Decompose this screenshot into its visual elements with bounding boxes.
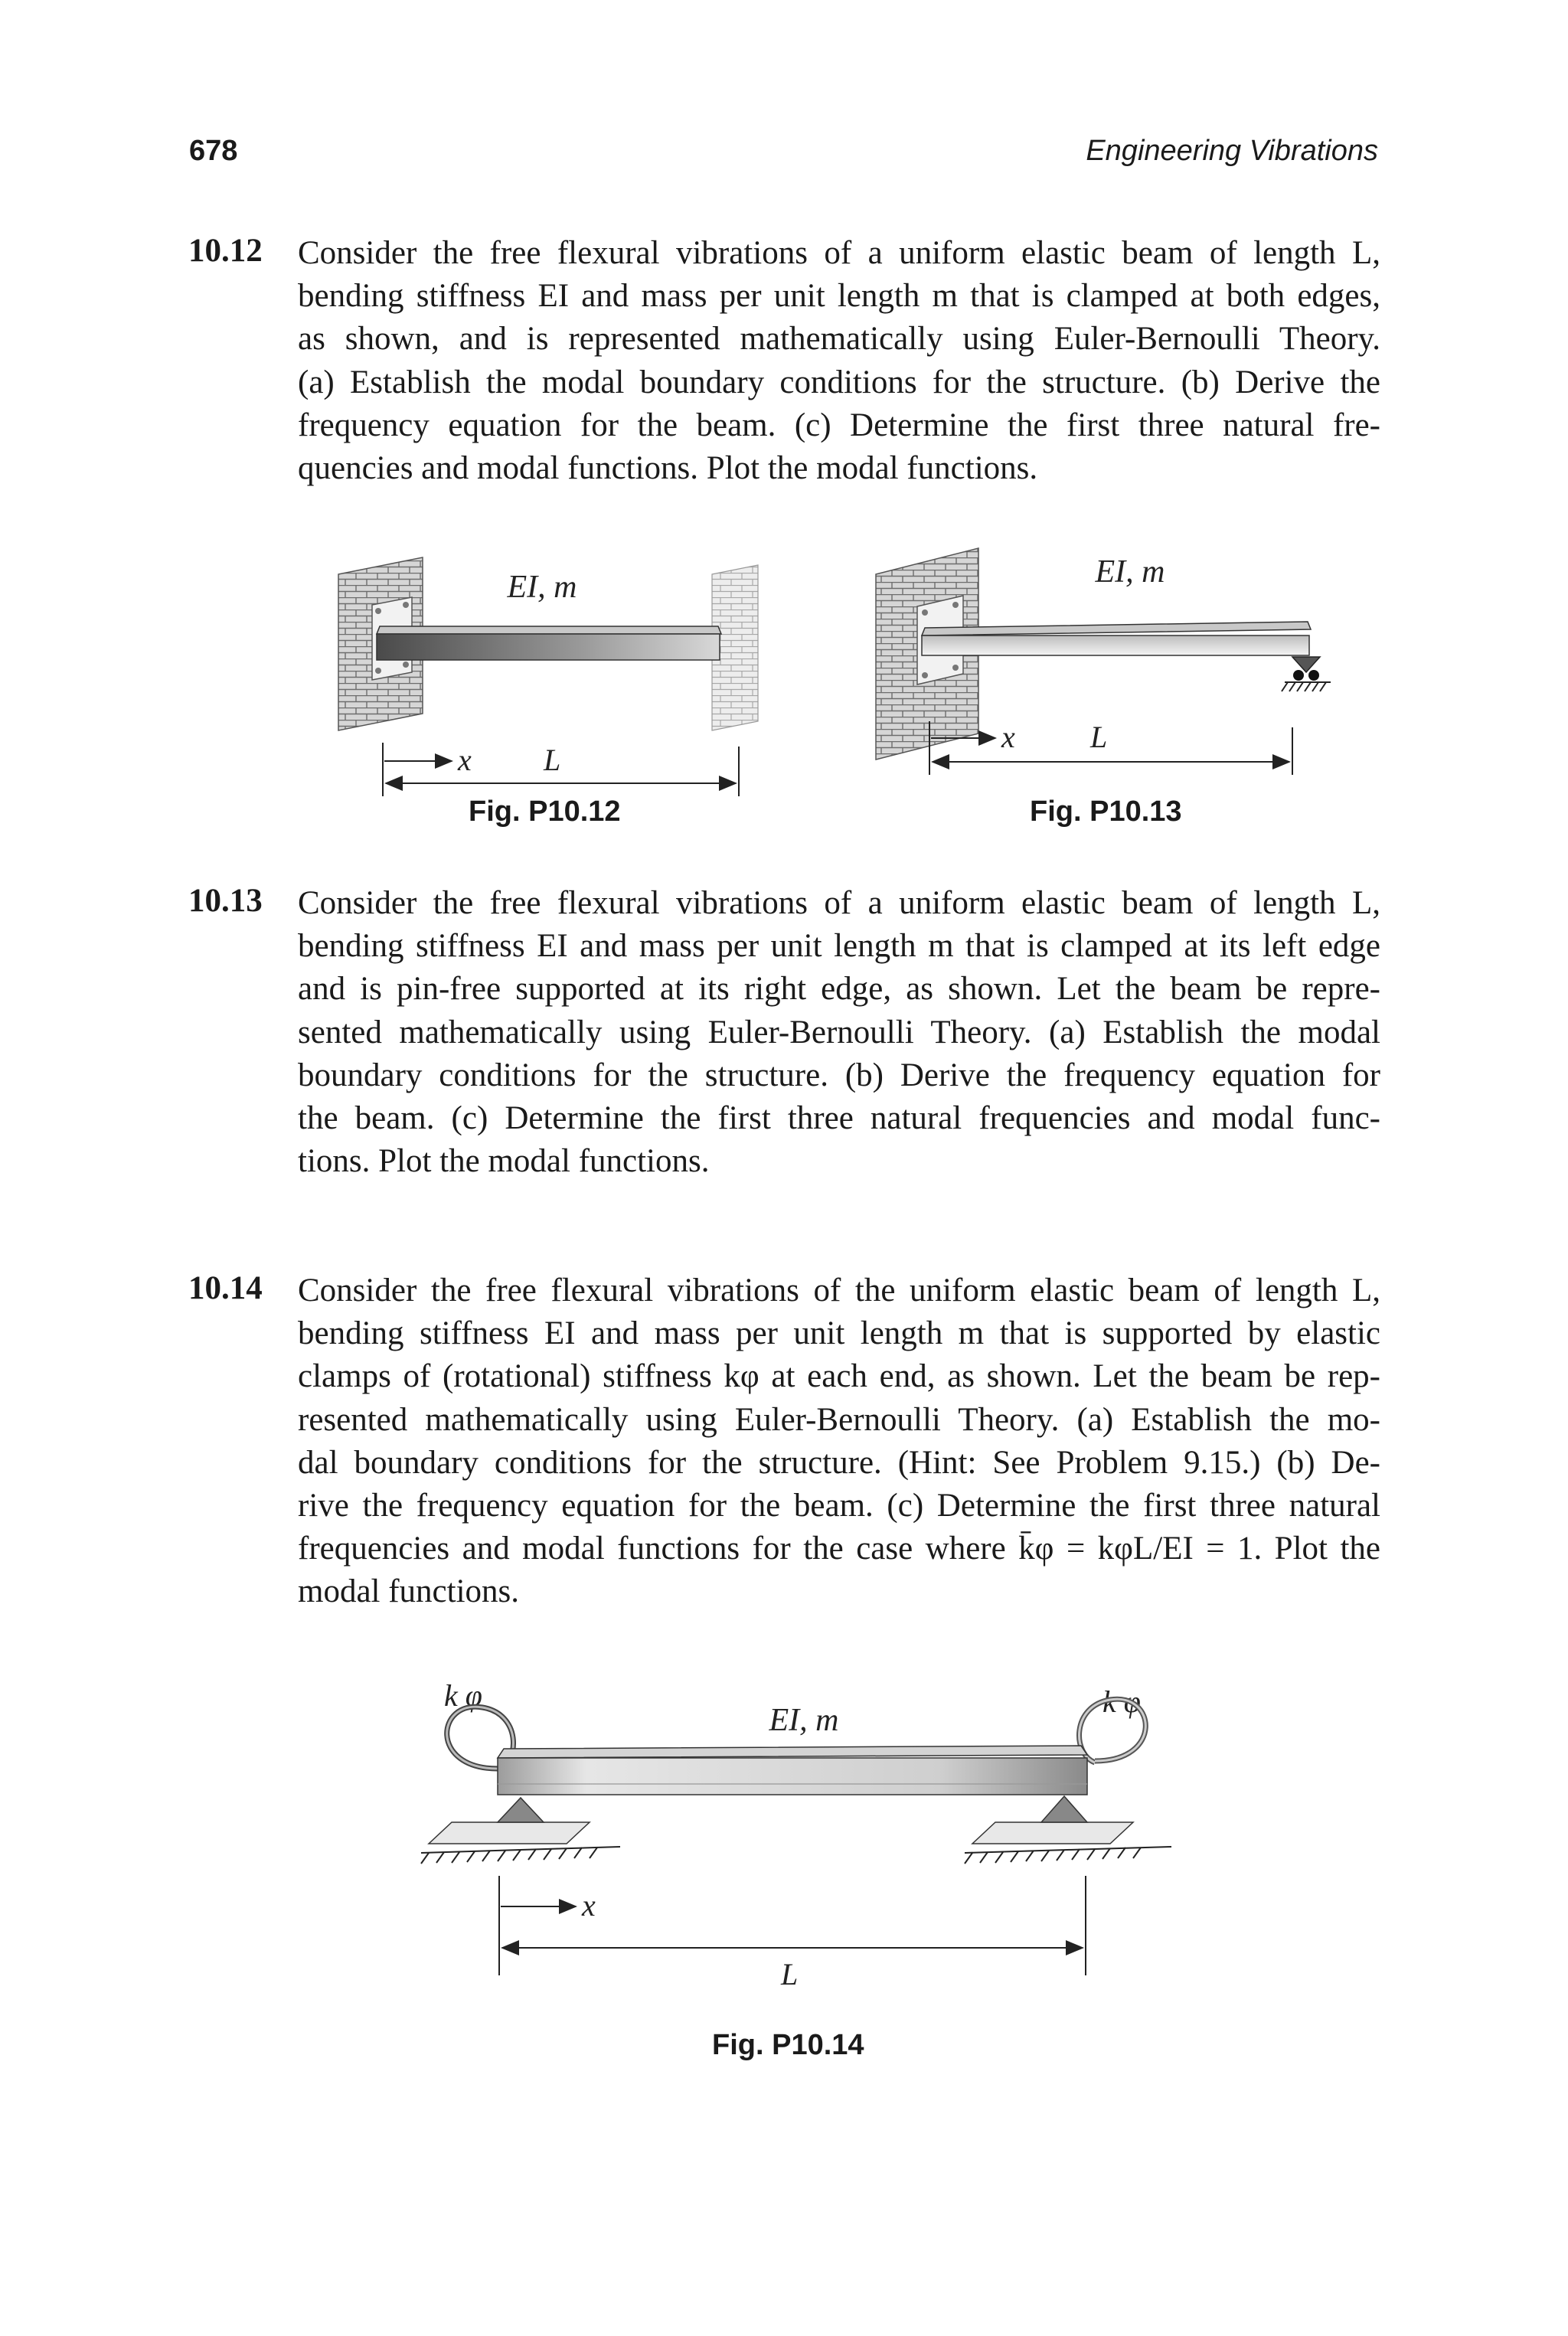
problem-text-10-12	[298, 232, 1380, 490]
beam-label: EI, m	[769, 1703, 839, 1738]
figure-caption-p10-13: Fig. P10.13	[1030, 796, 1182, 828]
right-support	[965, 1796, 1171, 1864]
beam-label: EI, m	[1095, 554, 1165, 590]
text-line: bending stiffness EI and mass per unit length m that is supported by elastic	[298, 1315, 1380, 1352]
text-line: quencies and modal functions. Plot the modal functions.	[298, 449, 1038, 486]
problem-text-10-13	[298, 882, 1380, 1183]
text-line: and is pin-free supported at its right edge, as shown. Let the beam be repre-	[298, 971, 1380, 1008]
beam	[377, 626, 721, 634]
text-line: rive the frequency equation for the beam. (c) Determine the first three natural	[298, 1487, 1380, 1524]
beam	[498, 1746, 1087, 1758]
x-label: x	[458, 743, 472, 777]
text-line: Consider the free flexural vibrations of a uniform elastic beam of length L,	[298, 235, 1380, 271]
problem-text-10-14	[298, 1269, 1380, 1614]
problem-number-10-14: 10.14	[188, 1270, 263, 1306]
text-line: Consider the free flexural vibrations of a uniform elastic beam of length L,	[298, 885, 1380, 921]
text-line: Consider the free flexural vibrations of the uniform elastic beam of length L,	[298, 1273, 1380, 1308]
running-title: Engineering Vibrations	[1086, 135, 1378, 167]
length-label: L	[781, 1957, 799, 1991]
beam	[922, 622, 1311, 635]
figure-p10-14	[398, 1669, 1194, 2006]
text-line: resented mathematically using Euler-Bernoulli Theory. (a) Establish the mo-	[298, 1401, 1380, 1438]
text-line: the beam. (c) Determine the first three natural frequencies and modal func-	[298, 1099, 1380, 1136]
text-line: sented mathematically using Euler-Bernoulli Theory. (a) Establish the modal	[298, 1014, 1380, 1050]
text-line: frequencies and modal functions for the case where k̄φ = kφL/EI = 1. Plot the	[298, 1531, 1380, 1567]
text-line: bending stiffness EI and mass per unit length m that is clamped at its left edge	[298, 928, 1380, 965]
left-support	[421, 1798, 620, 1864]
problem-number-10-12: 10.12	[188, 233, 263, 269]
beam-body	[922, 635, 1309, 655]
text-line: frequency equation for the beam. (c) Determine the first three natural fre-	[298, 407, 1380, 443]
figure-p10-13	[865, 521, 1355, 804]
figure-caption-p10-12: Fig. P10.12	[469, 796, 621, 828]
problem-number-10-13: 10.13	[188, 883, 263, 919]
spring-label-left: k φ	[444, 1678, 482, 1713]
text-line: as shown, and is represented mathematically using Euler-Bernoulli Theory.	[298, 321, 1380, 358]
text-line: bending stiffness EI and mass per unit length m that is clamped at both edges,	[298, 278, 1380, 315]
text-line: boundary conditions for the structure. (b) Derive the frequency equation for	[298, 1057, 1380, 1093]
text-line: modal functions.	[298, 1573, 520, 1610]
spring-label-right: k φ	[1102, 1684, 1141, 1719]
x-label: x	[1001, 720, 1015, 754]
text-line: clamps of (rotational) stiffness kφ at each end, as shown. Let the beam be rep-	[298, 1358, 1380, 1395]
beam-body	[377, 634, 720, 660]
pin-support	[1282, 657, 1331, 691]
text-line: tions. Plot the modal functions.	[298, 1143, 710, 1180]
beam-label: EI, m	[507, 570, 577, 605]
length-label: L	[1090, 720, 1108, 754]
text-line: (a) Establish the modal boundary conditions for the structure. (b) Derive the	[298, 364, 1380, 400]
figure-p10-12	[329, 536, 773, 804]
page-number: 678	[189, 135, 238, 167]
text-line: dal boundary conditions for the structure. (Hint: See Problem 9.15.) (b) De-	[298, 1444, 1380, 1481]
figure-caption-p10-14: Fig. P10.14	[712, 2029, 864, 2061]
beam-body	[498, 1758, 1087, 1795]
length-label: L	[544, 743, 561, 777]
x-label: x	[582, 1888, 596, 1923]
